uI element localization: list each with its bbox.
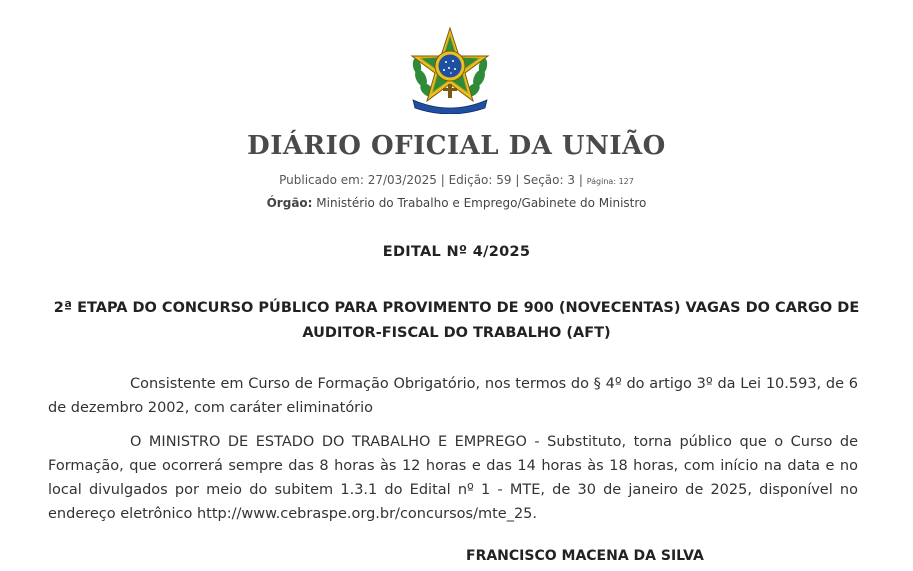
paragraph-2-text: O MINISTRO DE ESTADO DO TRABALHO E EMPREGO - Substituto, torna público que o Curso de Formação, que ocorrerá sempre das 8 horas às 12 horas e das 14 horas às 18 horas, com início na data e no local divulgados por meio do subitem 1.3.1 do Edital nº 1 - MTE, de 30 de janeiro de 2025, disponível no endereço eletrônico http://www.cebraspe.org.br/concursos/mte_25. <box>48 434 858 522</box>
issuing-body <box>0 196 913 210</box>
issuing-body-label: Órgão: <box>266 196 313 210</box>
paragraph-1-text: Consistente em Curso de Formação Obrigatório, nos termos do § 4º do artigo 3º da Lei 10.593, de 6 de dezembro 2002, com caráter eliminatório <box>48 376 858 416</box>
masthead-title: DIÁRIO OFICIAL DA UNIÃO <box>247 131 666 161</box>
section: Seção: 3 <box>523 173 575 187</box>
edital-title: EDITAL Nº 4/2025 <box>382 244 531 260</box>
signature-name: FRANCISCO MACENA DA SILVA <box>466 548 704 564</box>
separator: | <box>515 173 524 187</box>
edital-summary: 2ª ETAPA DO CONCURSO PÚBLICO PARA PROVIMENTO DE 900 (NOVECENTAS) VAGAS DO CARGO DE AUDITOR-FISCAL DO TRABALHO (AFT) <box>53 300 860 341</box>
page-number: Página: 127 <box>586 177 634 186</box>
brazil-coat-of-arms-icon <box>405 26 495 114</box>
issuing-body-value: Ministério do Trabalho e Emprego/Gabinete do Ministro <box>316 196 647 210</box>
separator: | <box>440 173 449 187</box>
publication-info <box>0 173 913 187</box>
edition: Edição: 59 <box>448 173 512 187</box>
paragraph-2 <box>48 430 858 526</box>
published-date: Publicado em: 27/03/2025 <box>279 173 437 187</box>
paragraph-1 <box>48 372 858 420</box>
separator: | <box>578 173 587 187</box>
